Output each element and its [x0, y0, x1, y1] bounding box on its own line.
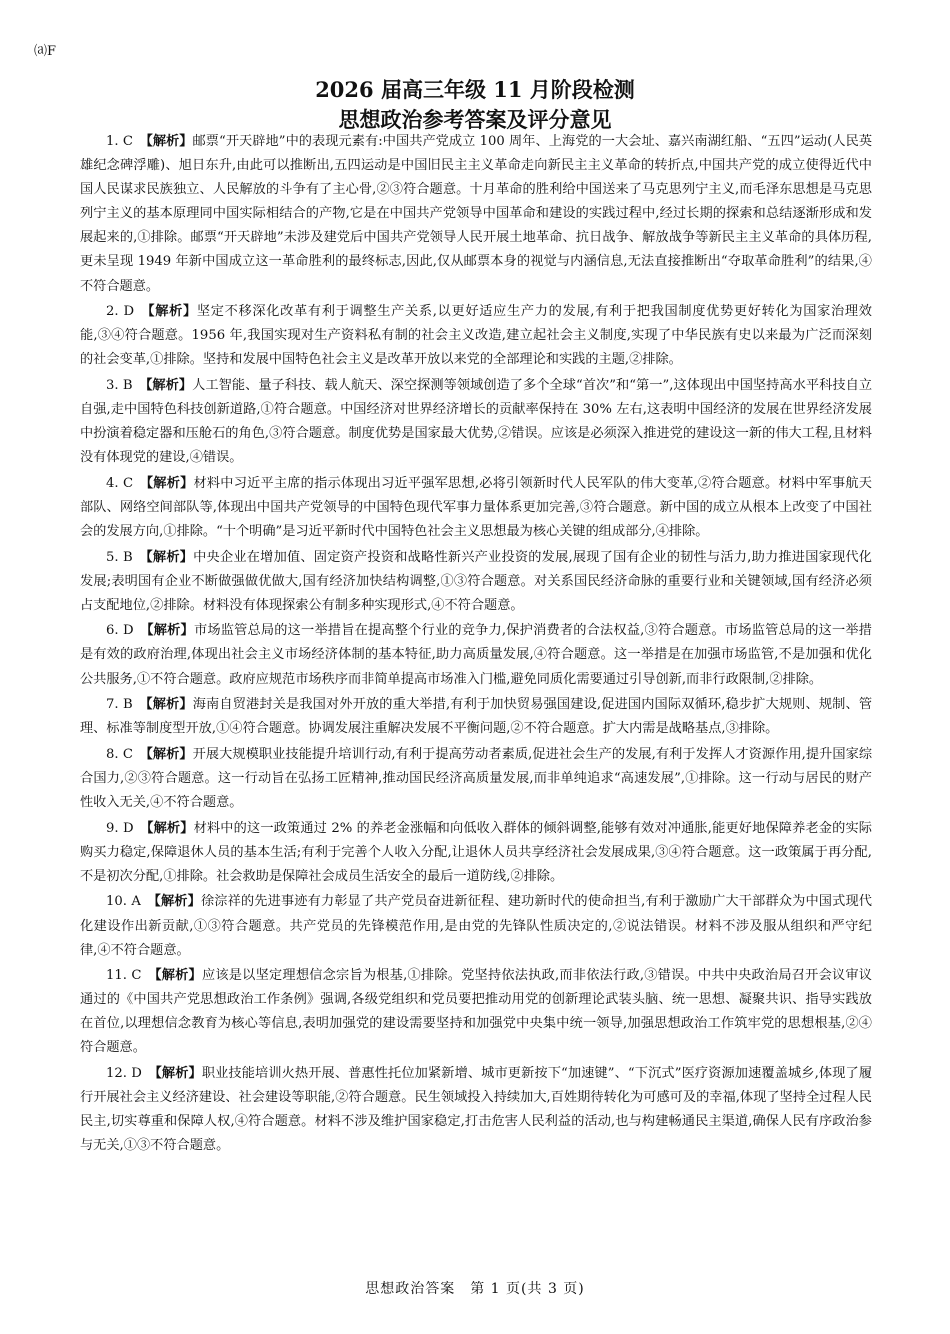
analysis-text: 坚定不移深化改革有利于调整生产关系,以更好适应生产力的发展,有利于把我国制度优势更好转化为国家治理效能,③④符合题意。1956 年,我国实现对生产资料私有制的社会主义改造,建立起社会主义制度,实现了中华民族有史以来最为广泛而深刻的社会变革,①排除。坚持和发展中国特色社会主义是改革开放以来党的全部理论和实践的主题,②排除。 — [80, 304, 872, 368]
analysis-text: 材料中习近平主席的指示体现出习近平强军思想,必将引领新时代人民军队的伟大变革,②符合题意。材料中军事航天部队、网络空间部队等,体现出中国共产党领导的中国特色现代军事力量体系更加完善,③符合题意。新中国的成立从根本上改变了中国社会的发展方向,①排除。“十个明确”是习近平新时代中国特色社会主义思想最为核心关键的组成部分,④排除。 — [80, 475, 872, 539]
answer-choice: C — [123, 475, 134, 491]
analysis-tag: 【解析】 — [140, 304, 197, 320]
analysis-text: 邮票“开天辟地”中的表现元素有:中国共产党成立 100 周年、上海党的一大会址、嘉兴南湖红船、“五四”运动(人民英雄纪念碑浮雕)、旭日东升,由此可以推断出,五四运动是中国旧民主主义革命走向新民主主义革命的转折点,中国共产党的成立使得近代中国人民谋求民族独立、人民解放的斗争有了主心骨,②③符合题意。十月革命的胜利给中国送来了马克思列宁主义,而毛泽东思想是马克思列宁主义的基本原理同中国实际相结合的产物,它是在中国共产党领导中国革命和建设的实践过程中,经过长期的探索和总结逐渐形成和发展起来的,①排除。邮票“开天辟地”未涉及建党后中国共产党领导人民开展土地革命、抗日战争、解放战争等新民主主义革命的具体历程,更未呈现 1949 年新中国成立这一革命胜利的最终标志,因此,仅从邮票本身的视觉与内涵信息,无法直接推断出“夺取革命胜利”的结果,④不符合题意。 — [80, 134, 873, 294]
answer-item — [80, 1062, 872, 1158]
analysis-tag: 【解析】 — [139, 377, 193, 393]
answer-choice: D — [131, 1066, 142, 1082]
answer-item — [80, 743, 872, 815]
answer-item — [80, 693, 872, 741]
answer-choice: D — [122, 820, 134, 836]
answer-item — [80, 619, 872, 691]
question-number: 4. — [106, 475, 119, 491]
page-footer: 思想政治答案 第 1 页(共 3 页) — [365, 1281, 585, 1297]
answer-choice: B — [122, 377, 133, 393]
answer-item — [80, 374, 872, 470]
answer-item — [80, 890, 872, 962]
analysis-tag: 【解析】 — [139, 475, 194, 491]
answer-item — [80, 130, 872, 299]
answer-item — [80, 964, 872, 1060]
analysis-text: 人工智能、量子科技、载人航天、深空探测等领域创造了多个全球“首次”和“第一”,这体现出中国坚持高水平科技自立自强,走中国特色科技创新道路,①符合题意。中国经济对世界经济增长的贡献率保持在 30% 左右,这表明中国经济的发展在世界经济发展中扮演着稳定器和压舱石的角色,③符合题意。制度优势是国家最大优势,②错误。应该是必须深入推进党的建设这一新的伟大工程,且材料没有体现党的建设,④错误。 — [80, 377, 873, 466]
question-number: 9. — [106, 820, 119, 836]
question-number: 3. — [106, 377, 119, 393]
analysis-tag: 【解析】 — [139, 697, 193, 713]
analysis-tag: 【解析】 — [139, 549, 194, 565]
answer-list — [80, 130, 872, 1160]
answer-item — [80, 817, 872, 889]
question-number: 6. — [106, 623, 119, 639]
answer-item — [80, 546, 872, 618]
analysis-tag: 【解析】 — [139, 134, 193, 149]
analysis-text: 市场监管总局的这一举措旨在提高整个行业的竞争力,保护消费者的合法权益,③符合题意。市场监管总局的这一举措是有效的政府治理,体现出社会主义市场经济体制的基本特征,助力高质量发展,④符合题意。这一举措是在加强市场监管,不是加强和优化公共服务,①不符合题意。政府应规范市场秩序而非简单提高市场准入门槛,避免同质化需要通过引导创新,而非行政限制,②排除。 — [80, 623, 872, 687]
corner-mark: ⒜F — [34, 44, 57, 59]
page-subtitle: 思想政治参考答案及评分意见 — [338, 108, 612, 132]
analysis-tag: 【解析】 — [148, 1066, 202, 1082]
analysis-tag: 【解析】 — [148, 968, 202, 984]
answer-choice: C — [131, 968, 142, 984]
analysis-text: 开展大规模职业技能提升培训行动,有利于提高劳动者素质,促进社会生产的发展,有利于发挥人才资源作用,提升国家综合国力,②③符合题意。这一行动旨在弘扬工匠精神,推动国民经济高质量发展,而非单纯追求“高速发展”,①排除。这一行动与居民的财产性收入无关,④不符合题意。 — [80, 746, 873, 811]
analysis-tag: 【解析】 — [139, 746, 193, 762]
analysis-text: 应该是以坚定理想信念宗旨为根基,①排除。党坚持依法执政,而非依法行政,③错误。中共中央政治局召开会议审议通过的《中国共产党思想政治工作条例》强调,各级党组织和党员要把推动用党的创新理论武装头脑、统一思想、凝聚共识、指导实践放在首位,以理想信念教育为核心等信息,表明加强党的建设需要坚持和加强党中央集中统一领导,加强思想政治工作筑牢党的思想根基,②④符合题意。 — [80, 968, 872, 1056]
analysis-tag: 【解析】 — [140, 623, 194, 639]
answer-choice: B — [122, 697, 133, 713]
question-number: 7. — [106, 697, 119, 713]
question-number: 1. — [106, 134, 119, 149]
answer-item — [80, 300, 872, 372]
answer-choice: A — [131, 894, 141, 910]
analysis-text: 材料中的这一政策通过 2% 的养老金涨幅和向低收入群体的倾斜调整,能够有效对冲通胀,能更好地保障养老金的实际购买力稳定,保障退休人员的基本生活;有利于完善个人收入分配,让退休人员共享经济社会发展成果,③④符合题意。这一政策属于再分配,不是初次分配,①排除。社会救助是保障社会成员生活安全的最后一道防线,②排除。 — [80, 820, 872, 884]
question-number: 11. — [106, 968, 127, 984]
question-number: 8. — [106, 746, 119, 762]
answer-choice: D — [123, 623, 134, 639]
analysis-tag: 【解析】 — [140, 820, 194, 836]
page-title: 2026 届高三年级 11 月阶段检测 — [315, 77, 635, 102]
answer-item — [80, 472, 872, 544]
question-number: 12. — [106, 1066, 127, 1082]
analysis-text: 徐淙祥的先进事迹有力彰显了共产党员奋进新征程、建功新时代的使命担当,有利于激励广大干部群众为中国式现代化建设作出新贡献,①③符合题意。共产党员的先锋模范作用,是由党的先锋队性质决定的,②说法错误。材料不涉及服从组织和严守纪律,④不符合题意。 — [80, 894, 872, 958]
analysis-text: 职业技能培训火热开展、普惠性托位加紧新增、城市更新按下“加速键”、“下沉式”医疗资源加速覆盖城乡,体现了履行开展社会主义经济建设、社会建设等职能,②符合题意。民生领域投入持续加大,百姓期待转化为可感可及的幸福,体现了坚持全过程人民民主,切实尊重和保障人权,④符合题意。材料不涉及维护国家稳定,打击危害人民利益的活动,也与构建畅通民主渠道,确保人民有序政治参与无关,①③不符合题意。 — [80, 1066, 873, 1154]
question-number: 10. — [106, 894, 127, 910]
analysis-text: 海南自贸港封关是我国对外开放的重大举措,有利于加快贸易强国建设,促进国内国际双循环,稳步扩大规则、规制、管理、标准等制度型开放,①④符合题意。协调发展注重解决发展不平衡问题,②不符合题意。扩大内需是战略基点,③排除。 — [80, 697, 873, 737]
question-number: 5. — [106, 549, 119, 565]
answer-choice: C — [122, 746, 133, 762]
analysis-text: 中央企业在增加值、固定资产投资和战略性新兴产业投资的发展,展现了国有企业的韧性与活力,助力推进国家现代化发展;表明国有企业不断做强做优做大,国有经济加快结构调整,①③符合题意。对关系国民经济命脉的重要行业和关键领域,国有经济必须占支配地位,②排除。材料没有体现探索公有制多种实现形式,④不符合题意。 — [80, 549, 872, 613]
answer-choice: C — [122, 134, 133, 149]
question-number: 2. — [106, 304, 119, 320]
answer-choice: D — [123, 304, 135, 320]
analysis-tag: 【解析】 — [147, 894, 201, 910]
answer-choice: B — [123, 549, 133, 565]
